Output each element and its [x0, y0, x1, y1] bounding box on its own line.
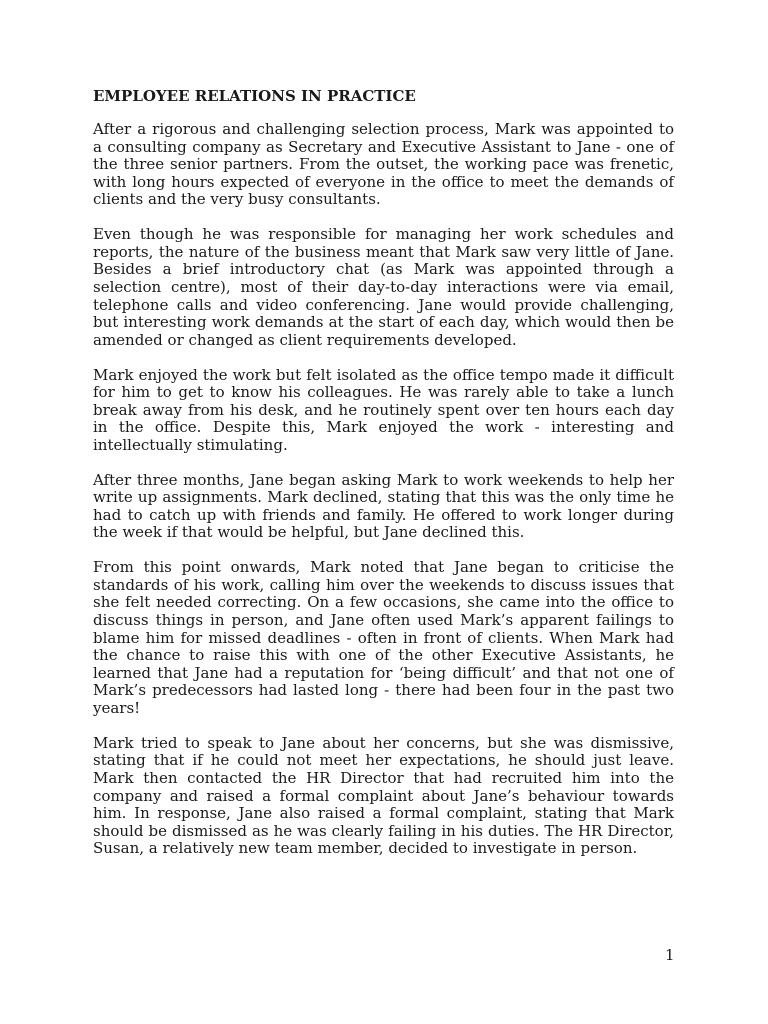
document-title: EMPLOYEE RELATIONS IN PRACTICE — [93, 87, 416, 105]
paragraph: After a rigorous and challenging selection process, Mark was appointed to a consulting company as Secretary and Executive Assistant to Jane - one of the three senior partners. From the outset, the working pace was frenetic, with long hours expected of everyone in the office to meet the demands of clients and the very busy consultants. — [93, 120, 674, 209]
paragraph: Mark enjoyed the work but felt isolated as the office tempo made it difficult for him to get to know his colleagues. He was rarely able to take a lunch break away from his desk, and he routinely spent over ten hours each day in the office. Despite this, Mark enjoyed the work - interesting and intellectually stimulating. — [93, 365, 674, 454]
paragraph: Even though he was responsible for managing her work schedules and reports, the nature of the business meant that Mark saw very little of Jane. Besides a brief introductory chat (as Mark was appointed through a selection centre), most of their day-to-day interactions were via email, telephone calls and video conferencing. Jane would provide challenging, but interesting work demands at the start of each day, which would then be amended or changed as client requirements developed. — [93, 225, 674, 349]
paragraph: After three months, Jane began asking Mark to work weekends to help her write up assignments. Mark declined, stating that this was the only time he had to catch up with friends and family. He offered to work longer during the week if that would be helpful, but Jane declined this. — [93, 470, 674, 542]
page-number: 1 — [665, 946, 675, 964]
paragraph: Mark tried to speak to Jane about her concerns, but she was dismissive, stating that if he could not meet her expectations, he should just leave. Mark then contacted the HR Director that had recruited him into the company and raised a formal complaint about Jane’s behaviour towards him. In response, Jane also raised a formal complaint, stating that Mark should be dismissed as he was clearly failing in his duties. The HR Director, Susan, a relatively new team member, decided to investigate in person. — [93, 733, 674, 858]
document-page — [93, 86, 674, 875]
paragraph: From this point onwards, Mark noted that Jane began to criticise the standards of his work, calling him over the weekends to discuss issues that she felt needed correcting. On a few occasions, she came into the office to discuss things in person, and Jane often used Mark’s apparent failings to blame him for missed deadlines - often in front of clients. When Mark had the chance to raise this with one of the other Executive Assistants, he learned that Jane had a reputation for ‘being difficult’ and that not one of Mark’s predecessors had lasted long - there had been four in the past two years! — [93, 558, 674, 717]
